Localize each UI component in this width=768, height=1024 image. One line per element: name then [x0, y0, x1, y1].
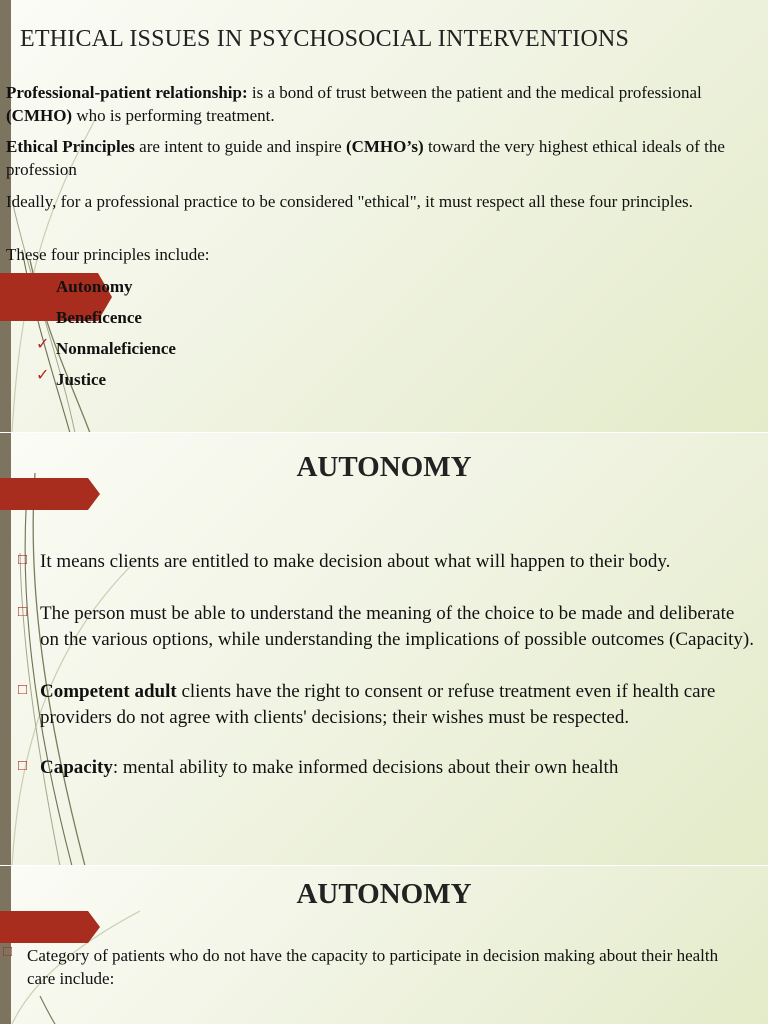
- slide-title: ETHICAL ISSUES IN PSYCHOSOCIAL INTERVENTIONS: [20, 26, 630, 52]
- check-icon: ✓: [36, 305, 50, 322]
- slide-2: [0, 433, 768, 866]
- check-icon: ✓: [36, 274, 50, 291]
- slide-title: AUTONOMY: [296, 878, 472, 910]
- bullet-text: clients have the right to consent or refuse treatment even if health care providers do not agree with clients' decisions; their wishes must be respected.: [40, 681, 716, 728]
- term-bold: (CMHO): [6, 106, 73, 125]
- list-item: [36, 368, 176, 399]
- principle-label: Nonmaleficience: [56, 339, 176, 358]
- slide-1: [0, 0, 768, 433]
- list-item: [36, 275, 176, 306]
- principle-label: Justice: [56, 370, 107, 389]
- list-item: [36, 337, 176, 368]
- paragraph-text: are intent to guide and inspire: [134, 137, 346, 156]
- paragraph-text: who is performing treatment.: [72, 106, 275, 125]
- principle-label: Beneficence: [56, 308, 142, 327]
- term-bold: Ethical Principles: [6, 137, 135, 156]
- slide-3: [0, 866, 768, 1024]
- square-bullet-icon: □: [18, 604, 28, 620]
- square-bullet-icon: □: [18, 552, 28, 568]
- paragraph-four-principles: These four principles include:: [6, 245, 210, 264]
- list-item: [18, 679, 758, 731]
- paragraph-text: is a bond of trust between the patient and the medical professional: [247, 83, 702, 102]
- bullet-text: The person must be able to understand the meaning of the choice to be made and deliberate on the various options, while understanding the implications of possible outcomes (Capacity).: [40, 603, 754, 650]
- term-bold: Professional-patient relationship:: [6, 83, 248, 102]
- term-bold: Competent adult: [40, 681, 177, 702]
- bullet-text: : mental ability to make informed decisions about their own health: [112, 757, 619, 778]
- paragraph-text: toward the very highest ethical ideals of the profession: [6, 137, 725, 179]
- paragraph-relationship: [6, 81, 741, 127]
- term-bold: Capacity: [40, 757, 113, 778]
- list-item: [36, 306, 176, 337]
- autonomy-bullet-list: [18, 549, 758, 781]
- paragraph-ideally: Ideally, for a professional practice to be considered "ethical", it must respect all these four principles.: [6, 192, 693, 211]
- bullet-text: It means clients are entitled to make decision about what will happen to their body.: [40, 551, 671, 572]
- term-bold: (CMHO’s): [345, 137, 424, 156]
- square-bullet-icon: □: [18, 682, 28, 698]
- slide-title: AUTONOMY: [296, 451, 472, 483]
- list-item: [18, 755, 758, 781]
- check-icon: ✓: [36, 367, 50, 384]
- red-arrow-tab: [0, 911, 100, 943]
- list-item: [18, 601, 758, 653]
- list-item: [18, 549, 758, 575]
- check-icon: ✓: [36, 336, 50, 353]
- bullet-text: Category of patients who do not have the capacity to participate in decision making about their health care include:: [27, 946, 719, 988]
- square-bullet-icon: □: [3, 944, 13, 960]
- square-bullet-icon: □: [18, 758, 28, 774]
- principles-list: [36, 275, 176, 399]
- paragraph-ethical-principles: [6, 135, 741, 181]
- principle-label: Autonomy: [56, 277, 133, 296]
